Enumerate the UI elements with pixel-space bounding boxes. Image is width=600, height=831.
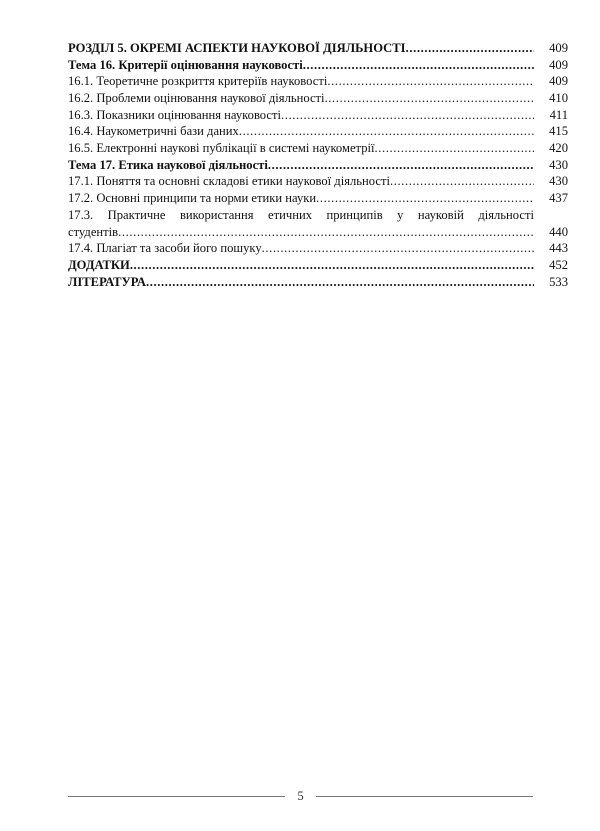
toc-entry-page: 409 (549, 57, 568, 72)
dot-leader (325, 90, 534, 107)
toc-entry-title: 17.4. Плагіат та засоби його пошуку (68, 241, 262, 256)
dot-leader (281, 107, 534, 124)
toc-entry-topic-16[interactable] (68, 57, 568, 74)
toc-entry-title: 16.2. Проблеми оцінювання наукової діяльності (68, 91, 325, 106)
dot-leader (390, 173, 534, 190)
toc-entry-page: 411 (549, 107, 568, 122)
toc-entry-title: ЛІТЕРАТУРА (68, 274, 146, 289)
dot-leader (262, 240, 534, 257)
dot-leader (118, 224, 534, 241)
toc-entry-page: 533 (549, 274, 568, 289)
toc-entry-title: Тема 17. Етика наукової діяльності (68, 157, 268, 172)
dot-leader (239, 123, 534, 140)
toc-entry-16-3[interactable] (68, 107, 568, 124)
toc-entry-title: 16.3. Показники оцінювання науковості (68, 107, 282, 122)
toc-entry-topic-17[interactable] (68, 157, 568, 174)
toc-entry-page: 409 (549, 74, 568, 89)
toc-entry-17-2[interactable] (68, 190, 568, 207)
toc-entry-17-1[interactable] (68, 174, 568, 191)
toc-entry-title-line2: студентів (68, 224, 119, 239)
toc-entry-page: 430 (549, 157, 568, 172)
toc-entry-section-5[interactable] (68, 40, 568, 57)
footer-rule-left (68, 796, 285, 797)
page-footer (68, 786, 533, 806)
toc-entry-page: 410 (549, 91, 568, 106)
toc-entry-page: 430 (549, 174, 568, 189)
toc-entry-page: 452 (549, 257, 568, 272)
dot-leader (327, 73, 534, 90)
toc-entry-page: 415 (549, 124, 568, 139)
toc-entry-page: 409 (549, 40, 568, 55)
dot-leader (146, 274, 534, 291)
toc-entry-appendices[interactable] (68, 257, 568, 274)
toc-entry-page: 443 (549, 241, 568, 256)
footer-rule-right (316, 796, 533, 797)
dot-leader (130, 257, 534, 274)
toc-entry-title: 16.5. Електронні наукові публікації в системі наукометрії (68, 141, 375, 156)
table-of-contents (68, 40, 568, 290)
toc-entry-page: 440 (549, 224, 568, 239)
dot-leader (316, 190, 534, 207)
dot-leader (268, 157, 534, 174)
toc-entry-16-2[interactable] (68, 90, 568, 107)
toc-entry-title: 16.1. Теоретичне розкриття критеріїв науковості (68, 74, 328, 89)
toc-entry-16-1[interactable] (68, 73, 568, 90)
toc-entry-17-4[interactable] (68, 240, 568, 257)
toc-entry-16-5[interactable] (68, 140, 568, 157)
toc-entry-17-3[interactable] (68, 207, 568, 240)
toc-entry-page: 437 (549, 191, 568, 206)
toc-entry-title: 16.4. Наукометричні бази даних (68, 124, 239, 139)
toc-entry-title-line1: 17.3. Практичне використання етичних принципів у науковій діяльності (68, 207, 534, 222)
dot-leader (303, 57, 534, 74)
toc-entry-literature[interactable] (68, 274, 568, 291)
toc-entry-title: 17.2. Основні принципи та норми етики науки (68, 191, 317, 206)
toc-entry-title: 17.1. Поняття та основні складові етики наукової діяльності (68, 174, 390, 189)
dot-leader (406, 40, 534, 57)
toc-entry-title: ДОДАТКИ (68, 257, 130, 272)
toc-entry-16-4[interactable] (68, 123, 568, 140)
toc-entry-title: Тема 16. Критерії оцінювання науковості (68, 57, 303, 72)
toc-entry-page: 420 (549, 141, 568, 156)
toc-entry-title: РОЗДІЛ 5. ОКРЕМІ АСПЕКТИ НАУКОВОЇ ДІЯЛЬНОСТІ (68, 40, 406, 55)
page-number: 5 (297, 788, 304, 803)
dot-leader (375, 140, 535, 157)
